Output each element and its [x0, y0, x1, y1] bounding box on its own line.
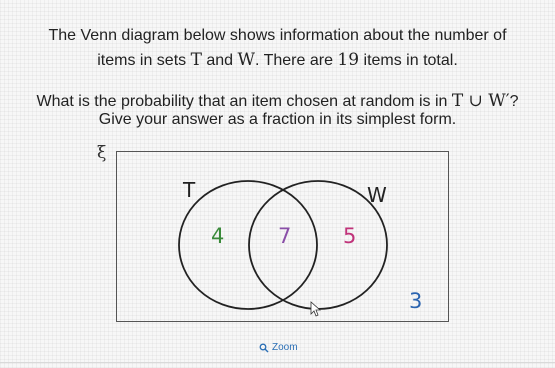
- question-line-4: Give your answer as a fraction in its simplest form.: [98, 111, 457, 128]
- total-count: 19: [337, 50, 360, 70]
- zoom-label: Zoom: [272, 342, 298, 353]
- bottom-divider: [0, 362, 555, 363]
- set-t-label: T: [183, 178, 196, 202]
- region-neither: 3: [409, 289, 423, 313]
- set-t-symbol: T: [190, 50, 202, 70]
- region-intersection: 7: [278, 224, 292, 248]
- question-line-3: What is the probability that an item chosen at random is in T ∪ W′?: [36, 91, 519, 111]
- set-expression: T ∪ W′: [451, 91, 510, 111]
- cursor-icon: [311, 302, 320, 316]
- question-line-2: items in sets T and W. There are 19 items in total.: [97, 50, 458, 70]
- set-t-circle: [179, 181, 317, 309]
- magnifier-icon: [259, 343, 269, 353]
- set-w-symbol: W: [237, 50, 255, 70]
- question-line-1: The Venn diagram below shows information about the number of: [48, 27, 507, 44]
- zoom-button[interactable]: [259, 342, 298, 353]
- region-only-t: 4: [211, 224, 225, 248]
- region-only-w: 5: [343, 224, 357, 248]
- universal-set-symbol: ξ: [97, 143, 107, 163]
- set-w-label: W: [367, 183, 387, 207]
